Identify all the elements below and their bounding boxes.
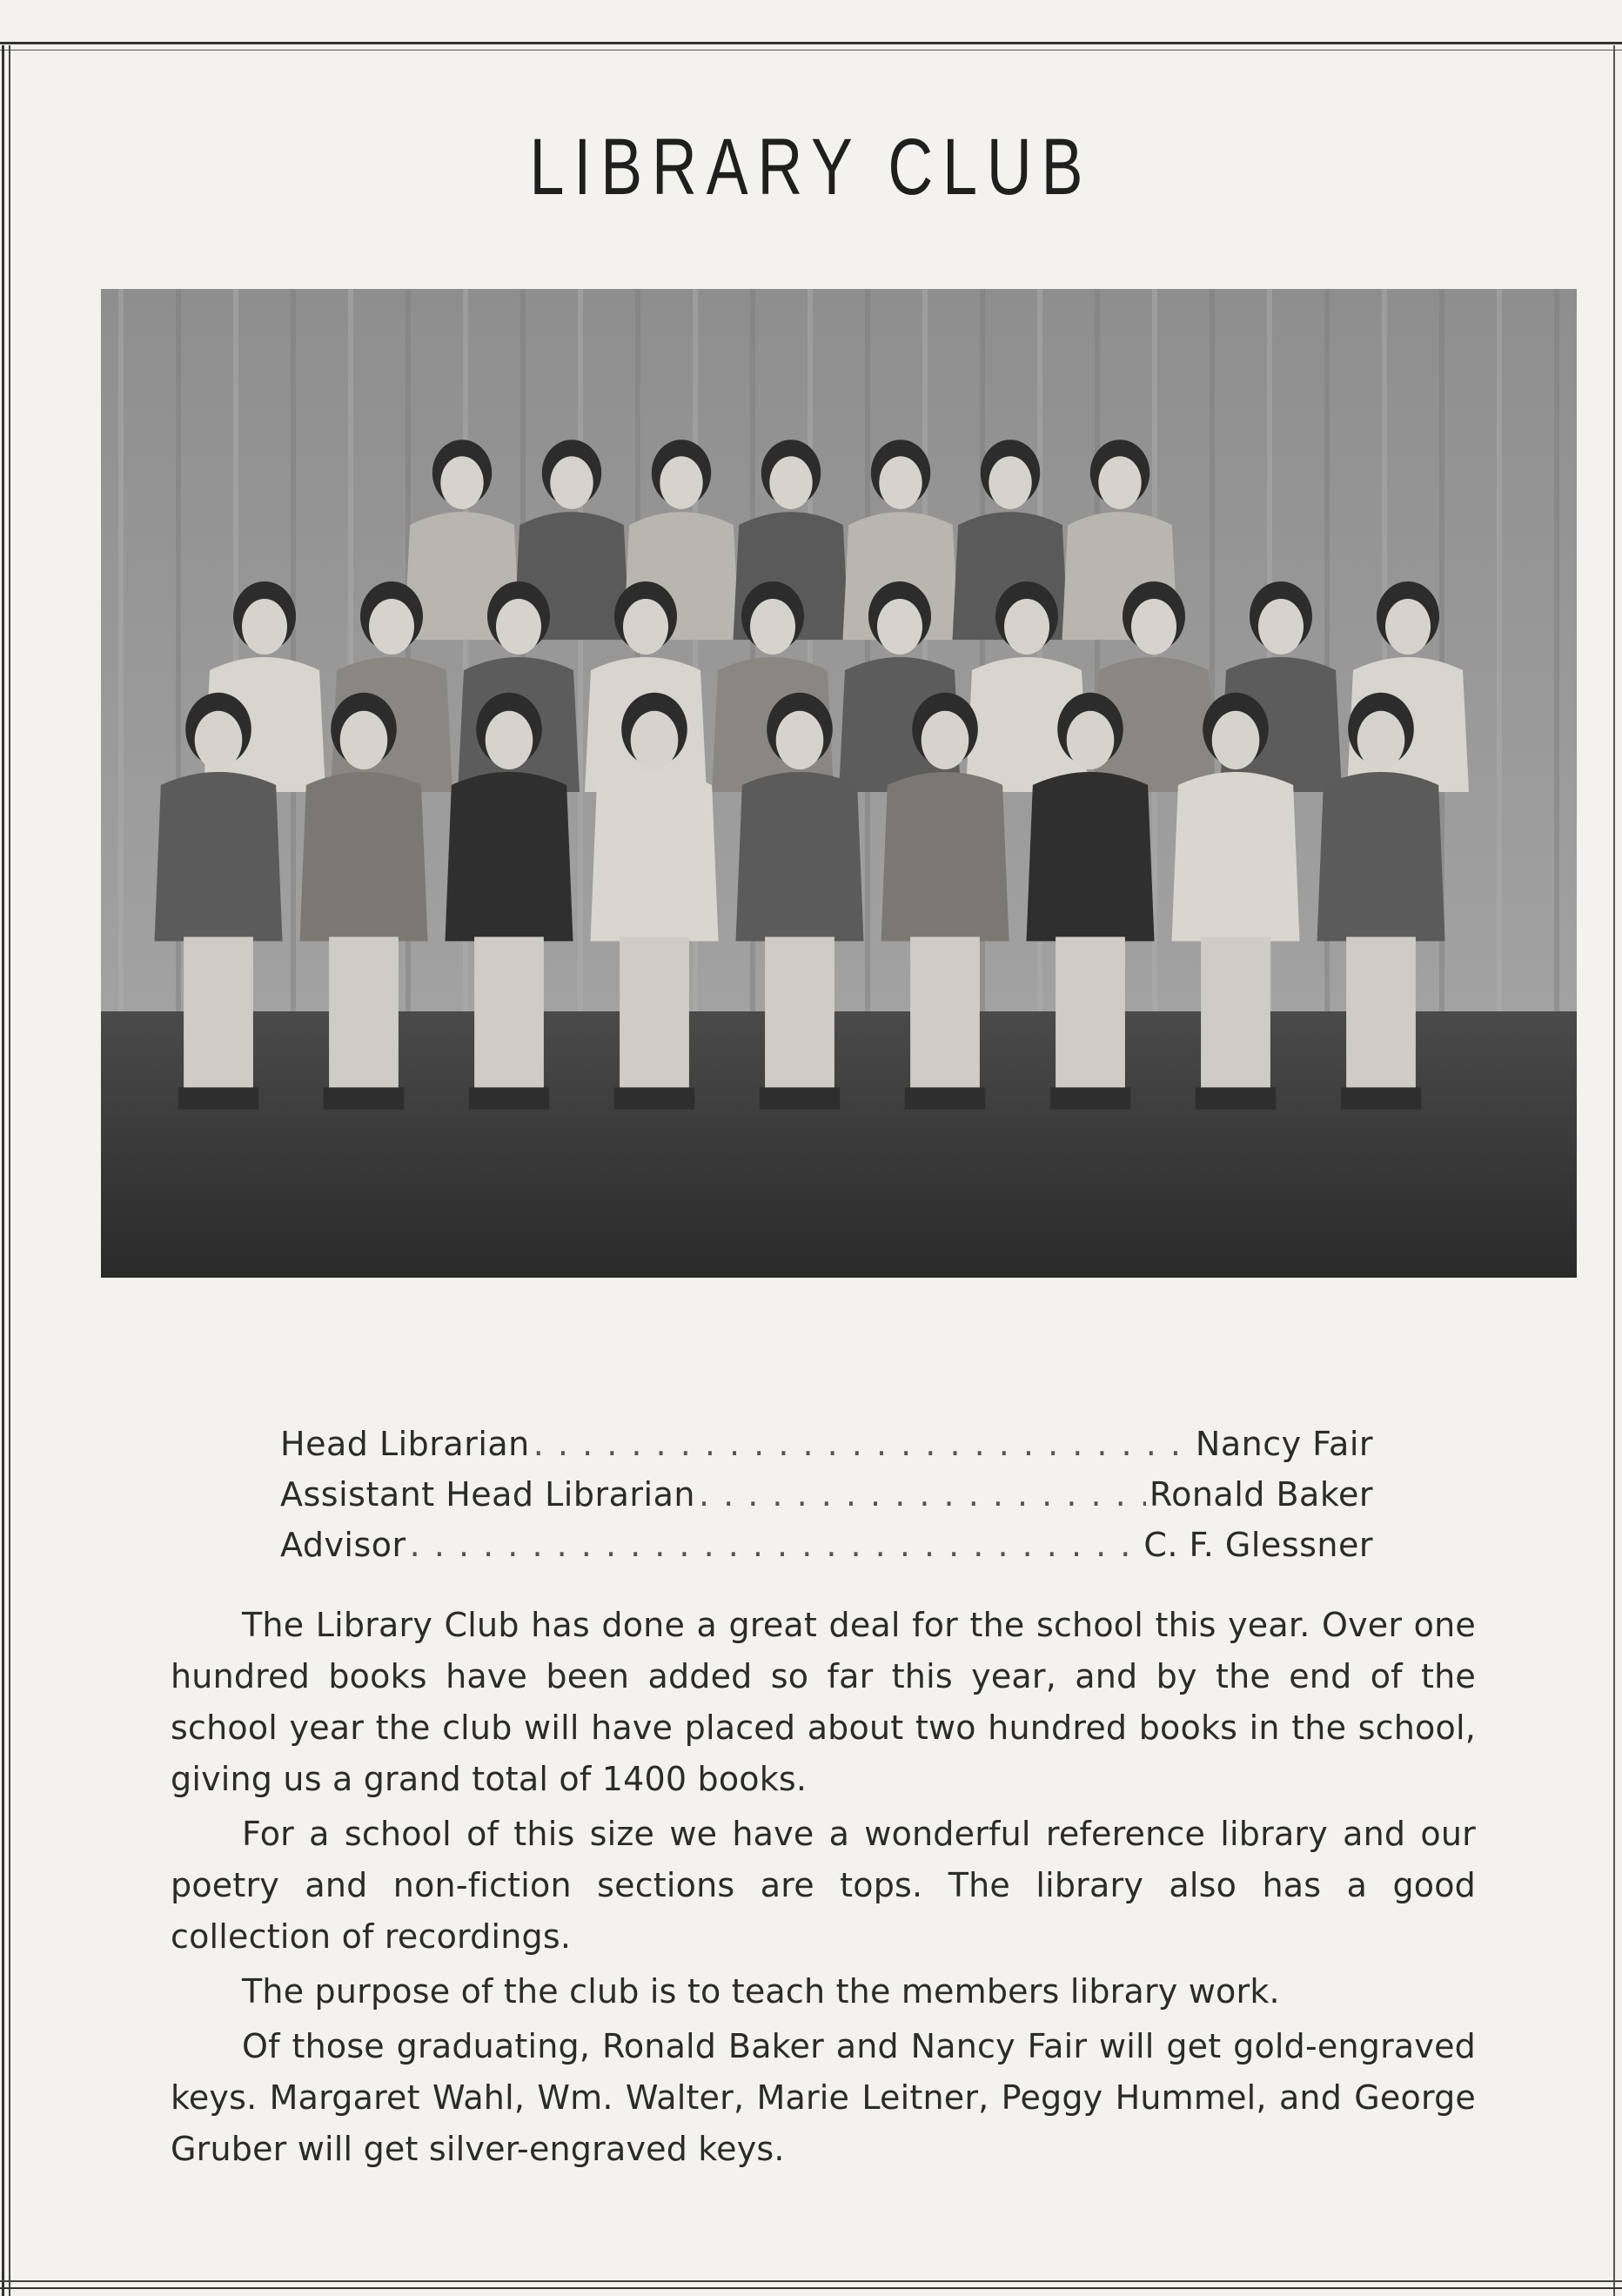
curtain-fold <box>1554 289 1559 1011</box>
paragraph: The purpose of the club is to teach the members library work. <box>242 1972 1280 2011</box>
paragraph: The Library Club has done a great deal for the school this year. Over one hundred books have been added so far this year, and by the end of the school year the club will have placed about two hundred books in the school, giving us a grand total of 1400 books. <box>171 1606 1476 1798</box>
officer-row-head-librarian <box>280 1419 1373 1469</box>
curtain-fold <box>118 289 124 1011</box>
page-title: LIBRARY CLUB <box>529 123 1093 211</box>
officers-list <box>280 1419 1373 1570</box>
curtain-fold <box>291 289 296 1011</box>
officer-role: Assistant Head Librarian <box>280 1475 695 1514</box>
dot-leader <box>699 1469 1146 1520</box>
officer-name: Ronald Baker <box>1149 1475 1373 1514</box>
group-photo <box>101 289 1577 1278</box>
officer-role: Head Librarian <box>280 1425 530 1463</box>
officer-row-advisor <box>280 1520 1373 1570</box>
curtain-fold <box>865 289 870 1011</box>
page-border-left <box>2 45 10 2296</box>
page-border-right <box>1613 45 1619 2296</box>
curtain-fold <box>1497 289 1502 1011</box>
officer-name: C. F. Glessner <box>1143 1526 1373 1564</box>
group-photo-illustration <box>101 289 1577 1278</box>
officer-role: Advisor <box>280 1526 406 1564</box>
officer-name: Nancy Fair <box>1195 1425 1373 1463</box>
officer-row-assistant-head-librarian <box>280 1469 1373 1520</box>
paragraph: For a school of this size we have a wonderful reference library and our poetry and non-fiction sections are tops. The library also has a good collection of recordings. <box>171 1815 1476 1956</box>
curtain-fold <box>578 289 583 1011</box>
page-border-bottom <box>0 2280 1622 2289</box>
club-description <box>171 1600 1476 2179</box>
dot-leader <box>533 1419 1192 1469</box>
dot-leader <box>410 1520 1141 1570</box>
page-border-top <box>0 42 1622 50</box>
paragraph: Of those graduating, Ronald Baker and Nancy Fair will get gold-engraved keys. Margaret Wahl, Wm. Walter, Marie Leitner, Peggy Hummel, and George Gruber will get silver-engraved keys. <box>171 2027 1476 2168</box>
